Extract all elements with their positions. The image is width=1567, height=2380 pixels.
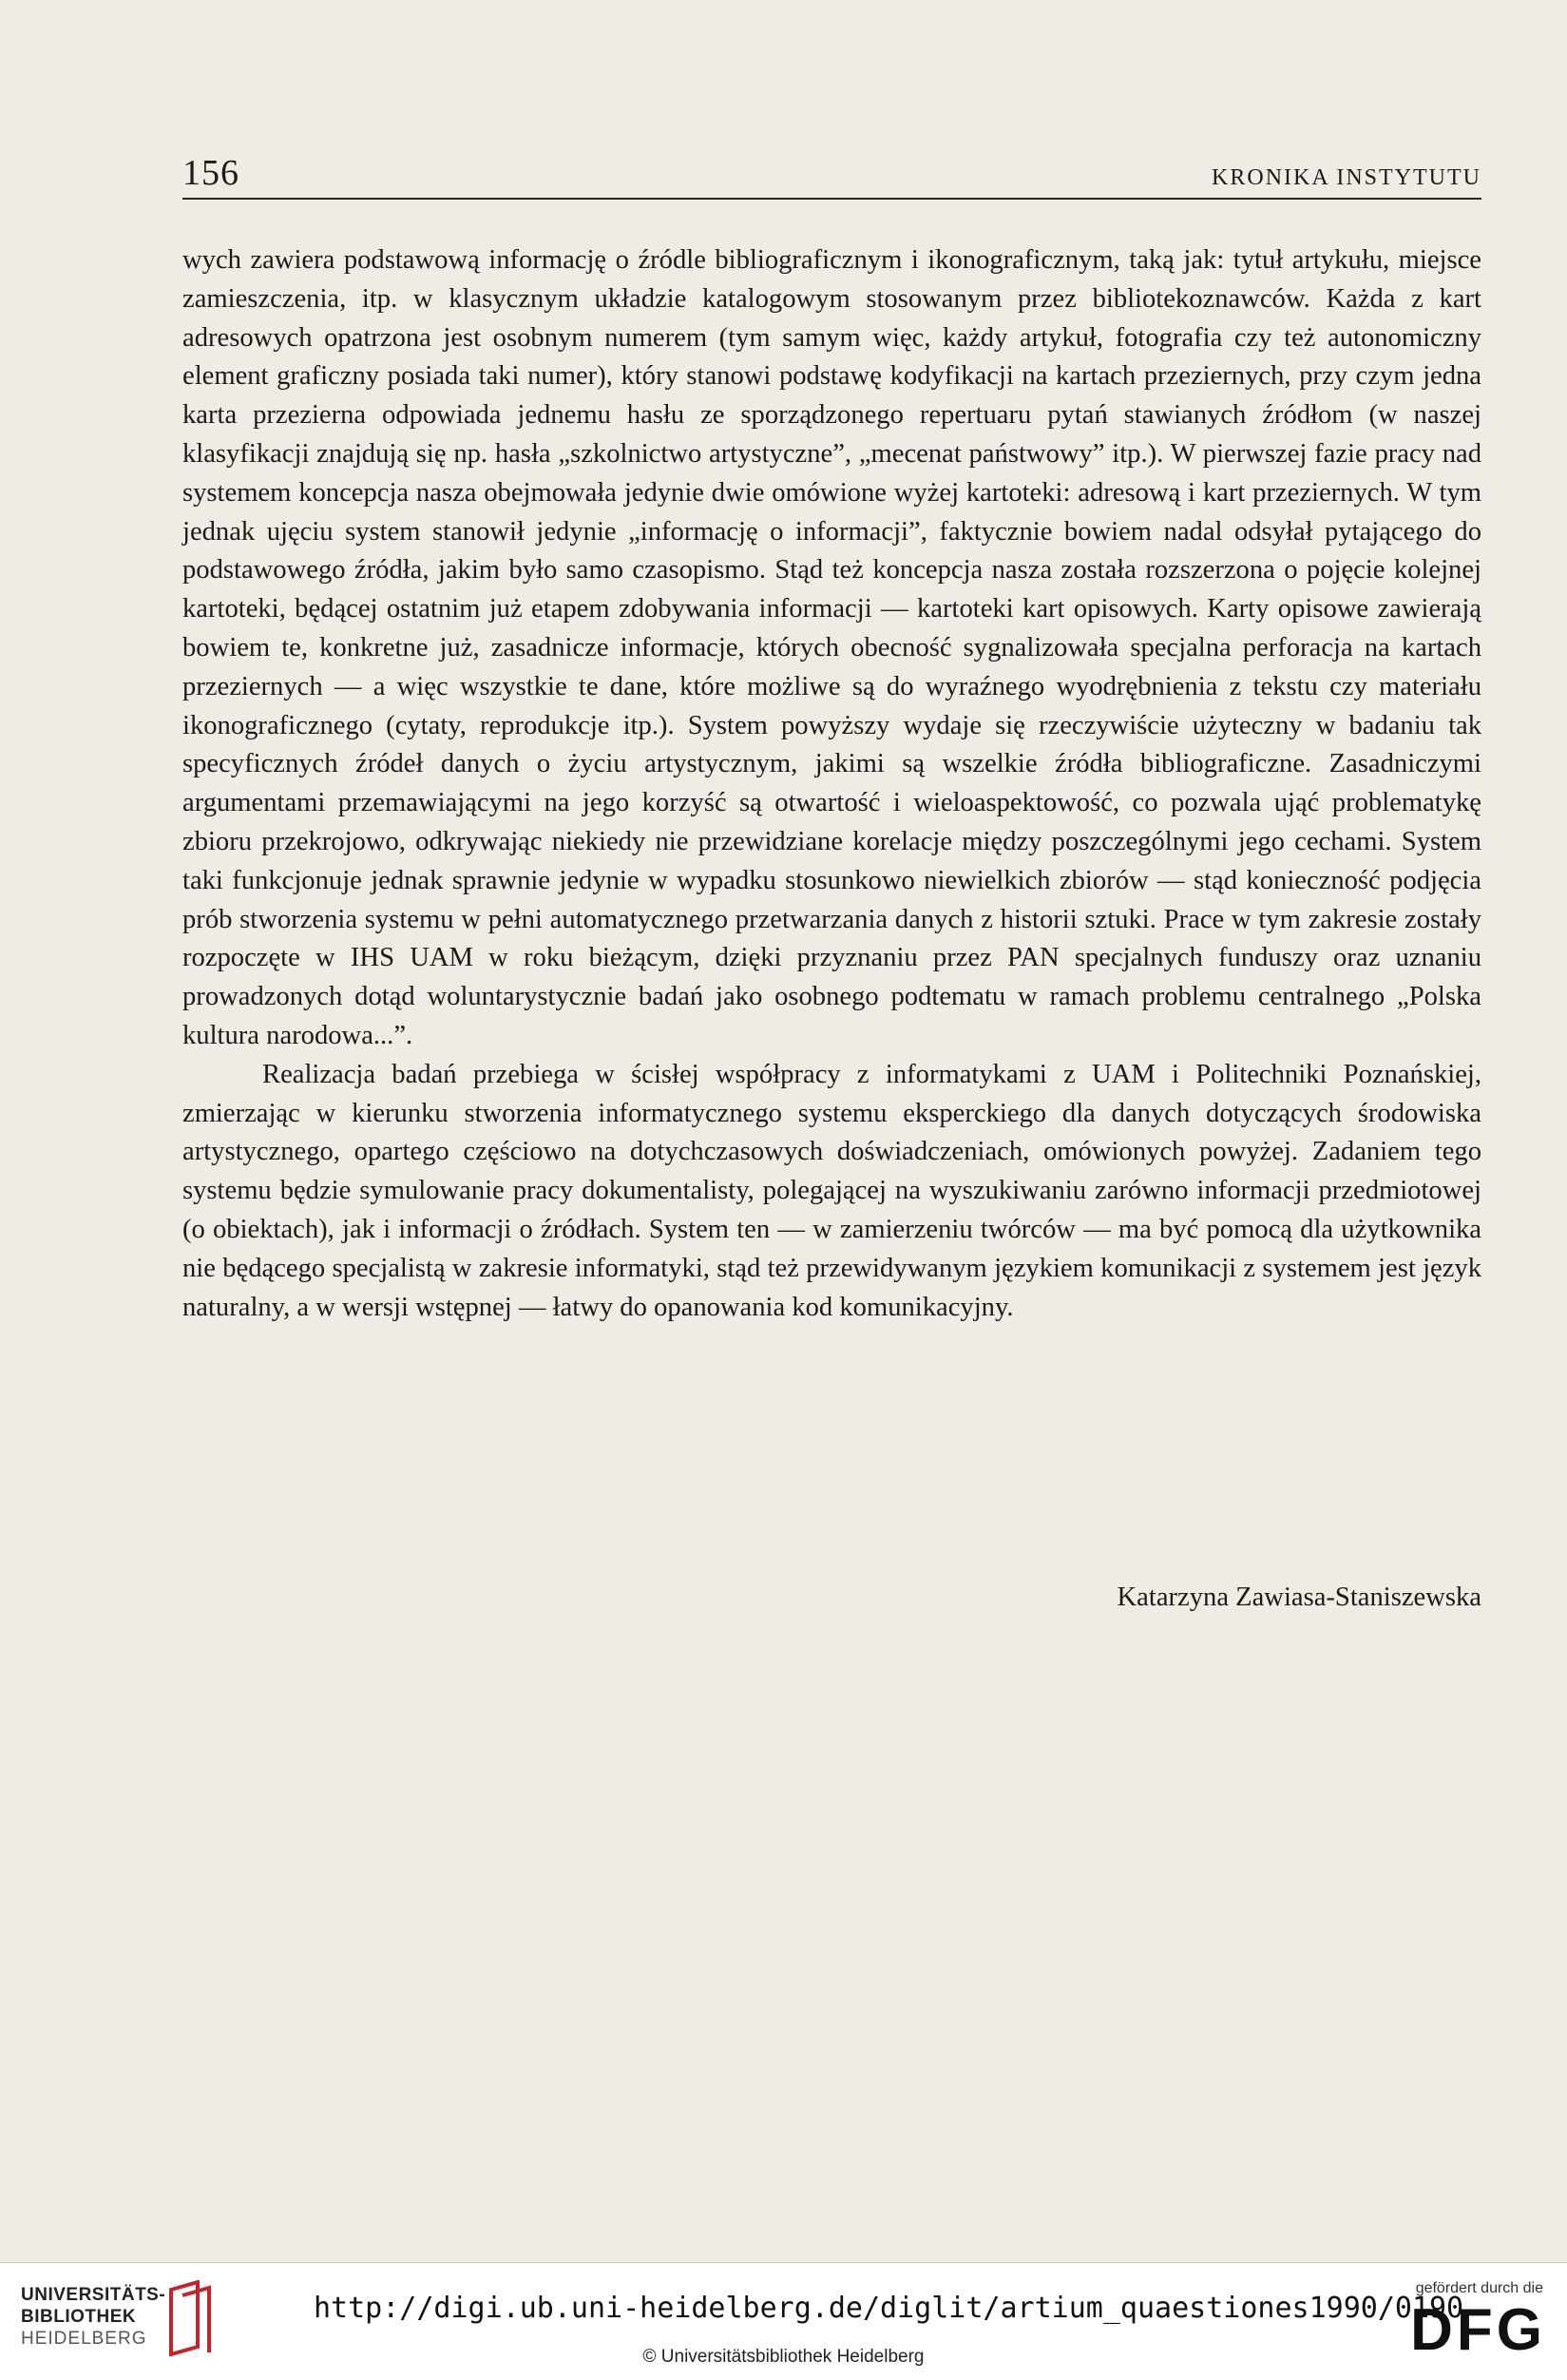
library-name-line3: HEIDELBERG (21, 2329, 147, 2349)
paragraph-2: Realizacja badań przebiega w ścisłej współpracy z informatykami z UAM i Politechniki Poznańskiej, zmierzając w kierunku stworzenia informatycznego systemu eksperckiego dla danych dotyczących środowiska artystycznego, opartego częściowo na dotychczasowych doświadczeniach, omówionych powyżej. Zadaniem tego systemu będzie symulowanie pracy dokumentalisty, polegającej na wyszukiwaniu zarówno informacji przedmiotowej (o obiektach), jak i informacji o źródłach. System ten — w zamierzeniu twórców — ma być pomocą dla użytkownika nie będącego specjalistą w zakresie informatyki, stąd też przewidywanym językiem komunikacji z systemem jest język naturalny, a w wersji wstępnej — łatwy do opanowania kod komunikacyjny. (182, 1059, 1481, 1322)
dfg-logo: DFG (1410, 2297, 1546, 2363)
funding-note: gefördert durch die (1415, 2280, 1543, 2296)
permalink-url[interactable]: http://digi.ub.uni-heidelberg.de/diglit/artium_quaestiones1990/0190 (314, 2292, 1464, 2325)
copyright-note: © Universitätsbibliothek Heidelberg (642, 2347, 925, 2367)
library-name-line1: UNIVERSITÄTS- (21, 2285, 166, 2305)
paragraph-1: wych zawiera podstawową informację o źródle bibliograficznym i ikonograficznym, taką jak: tytuł artykułu, miejsce zamieszczenia, itp. w klasycznym układzie katalogowym stosowanym przez bibliotekoznawców. Każda z kart adresowych opatrzona jest osobnym numerem (tym samym więc, każdy artykuł, fotografia czy też autonomiczny element graficzny posiada taki numer), który stanowi podstawę kodyfikacji na kartach przeziernych, przy czym jedna karta przezierna odpowiada jednemu hasłu ze sporządzonego repertuaru pytań stawianych źródłom (w naszej klasyfikacji znajdują się np. hasła „szkolnictwo artystyczne”, „mecenat państwowy” itp.). W pierwszej fazie pracy nad systemem koncepcja nasza obejmowała jedynie dwie omówione wyżej kartoteki: adresową i kart przeziernych. W tym jednak ujęciu system stanowił jedynie „informację o informacji”, faktycznie bowiem nadal odsyłał pytającego do podstawowego źródła, jakim było samo czasopismo. Stąd też koncepcja nasza została rozszerzona o pojęcie kolejnej kartoteki, będącej ostatnim już etapem zdobywania informacji — kartoteki kart opisowych. Karty opisowe zawierają bowiem te, konkretne już, zasadnicze informacje, których obecność sygnalizowała specjalna perforacja na kartach przeziernych — a więc wszystkie te dane, które możliwe są do wyraźnego wyodrębnienia z tekstu czy materiału ikonograficznego (cytaty, reprodukcje itp.). System powyższy wydaje się rzeczywiście użyteczny w badaniu tak specyficznych źródeł danych o życiu artystycznym, jakimi są wszelkie źródła bibliograficzne. Zasadniczymi argumentami przemawiającymi na jego korzyść są otwartość i wieloaspektowość, co pozwala ująć problematykę zbioru przekrojowo, odkrywając niekiedy nie przewidziane korelacje między poszczególnymi jego cechami. System taki funkcjonuje jednak sprawnie jedynie w wypadku stosunkowo niewielkich zbiorów — stąd konieczność podjęcia prób stworzenia systemu w pełni automatycznego przetwarzania danych z historii sztuki. Prace w tym zakresie zostały rozpoczęte w IHS UAM w roku bieżącym, dzięki przyznaniu przez PAN specjalnych funduszy oraz uznaniu prowadzonych dotąd woluntarystycznie badań jako osobnego podtematu w ramach problemu centralnego „Polska kultura narodowa...”. (182, 245, 1481, 1050)
viewer-footer (0, 2262, 1567, 2380)
library-logo (21, 2284, 165, 2350)
page-number: 156 (182, 153, 239, 193)
library-emblem-icon (163, 2280, 220, 2356)
page-header (182, 152, 1481, 200)
author-signature: Katarzyna Zawiasa-Staniszewska (1117, 1583, 1481, 1612)
article-body (182, 241, 1481, 1327)
library-name-line2: BIBLIOTHEK (21, 2307, 137, 2327)
running-head: KRONIKA INSTYTUTU (1212, 165, 1481, 190)
